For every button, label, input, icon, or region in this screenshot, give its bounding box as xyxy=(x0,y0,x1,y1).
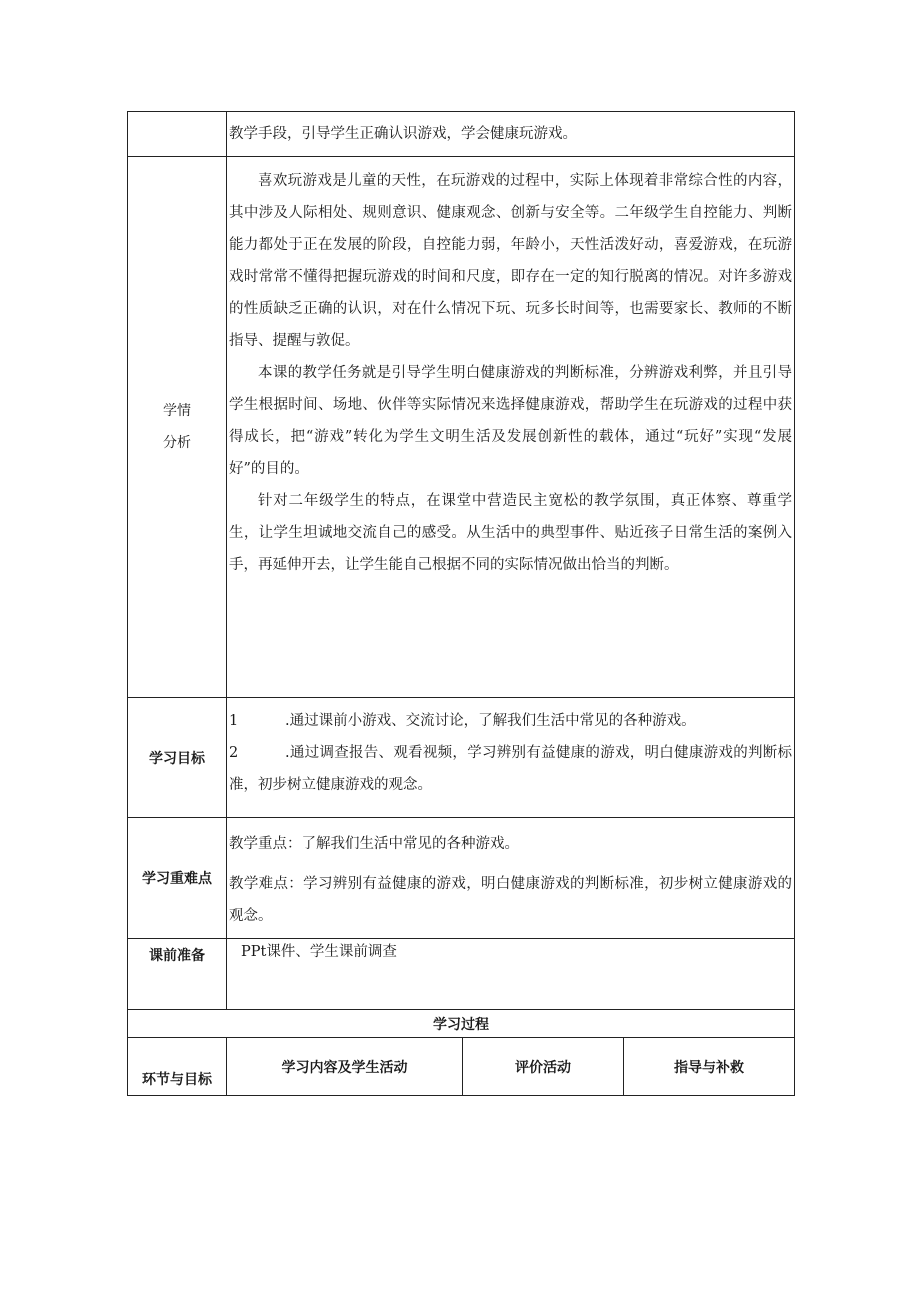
goal-text-2: .通过调查报告、观看视频，学习辨别有益健康的游戏，明白健康游戏的判断标准，初步树立健康游戏的观念。 xyxy=(229,745,793,793)
col-header-content: 学习内容及学生活动 xyxy=(227,1038,463,1096)
col-header-guidance: 指导与补救 xyxy=(624,1038,795,1096)
prep-text-cell xyxy=(227,939,795,1010)
means-row xyxy=(128,112,795,157)
analysis-paragraph-1: 喜欢玩游戏是儿童的天性，在玩游戏的过程中，实际上体现着非常综合性的内容，其中涉及人际相处、规则意识、健康观念、创新与安全等。二年级学生自控能力、判断能力都处于正在发展的阶段，自控能力弱，年龄小，天性活泼好动，喜爱游戏，在玩游戏时常常不懂得把握玩游戏的时间和尺度，即存在一定的知行脱离的情况。对许多游戏的性质缺乏正确的认识，对在什么情况下玩、玩多长时间等，也需要家长、教师的不断指导、提醒与敦促。 xyxy=(229,173,793,349)
process-title-row xyxy=(128,1010,795,1038)
means-text-cell xyxy=(227,112,795,157)
goals-label: 学习目标 xyxy=(128,698,227,818)
analysis-label-cell xyxy=(128,157,227,698)
goals-row xyxy=(128,698,795,818)
means-label-cell xyxy=(128,112,227,157)
difficult-point-text: 教学难点：学习辨别有益健康的游戏，明白健康游戏的判断标准，初步树立健康游戏的观念。 xyxy=(229,876,793,924)
goal-number-1: 1 xyxy=(229,713,239,729)
prep-row xyxy=(128,939,795,1010)
col-header-stage: 环节与目标 xyxy=(128,1038,227,1096)
keypoints-label: 学习重难点 xyxy=(128,818,227,939)
goal-number-2: 2 xyxy=(229,745,239,761)
analysis-paragraph-2: 本课的教学任务就是引导学生明白健康游戏的判断标准，分辨游戏利弊，并且引导学生根据时间、场地、伙伴等实际情况来选择健康游戏，帮助学生在玩游戏的过程中获得成长，把“游戏”转化为学生文明生活及发展创新性的载体，通过“玩好”实现“发展好”的目的。 xyxy=(229,365,793,477)
analysis-text-cell xyxy=(227,157,795,698)
key-point-text: 教学重点：了解我们生活中常见的各种游戏。 xyxy=(229,836,519,852)
keypoints-row xyxy=(128,818,795,939)
process-title: 学习过程 xyxy=(128,1010,795,1038)
prep-label: 课前准备 xyxy=(128,939,227,1010)
analysis-label-line2: 分析 xyxy=(163,435,191,451)
col-header-evaluation: 评价活动 xyxy=(463,1038,624,1096)
analysis-row xyxy=(128,157,795,698)
prep-text: PPt课件、学生课前调查 xyxy=(241,944,397,960)
goal-item-2 xyxy=(229,737,792,801)
means-text: 教学手段，引导学生正确认识游戏，学会健康玩游戏。 xyxy=(229,126,577,142)
analysis-label-line1: 学情 xyxy=(163,403,191,419)
process-header-row xyxy=(128,1038,795,1096)
analysis-paragraph-3: 针对二年级学生的特点，在课堂中营造民主宽松的教学氛围，真正体察、尊重学生，让学生坦诚地交流自己的感受。从生活中的典型事件、贴近孩子日常生活的案例入手，再延伸开去，让学生能自己根据不同的实际情况做出恰当的判断。 xyxy=(229,493,793,573)
keypoints-text-cell xyxy=(227,818,795,939)
goal-text-1: .通过课前小游戏、交流讨论，了解我们生活中常见的各种游戏。 xyxy=(285,713,696,729)
lesson-plan-table xyxy=(127,111,795,1096)
goals-text-cell xyxy=(227,698,795,818)
goal-item-1 xyxy=(229,705,792,737)
